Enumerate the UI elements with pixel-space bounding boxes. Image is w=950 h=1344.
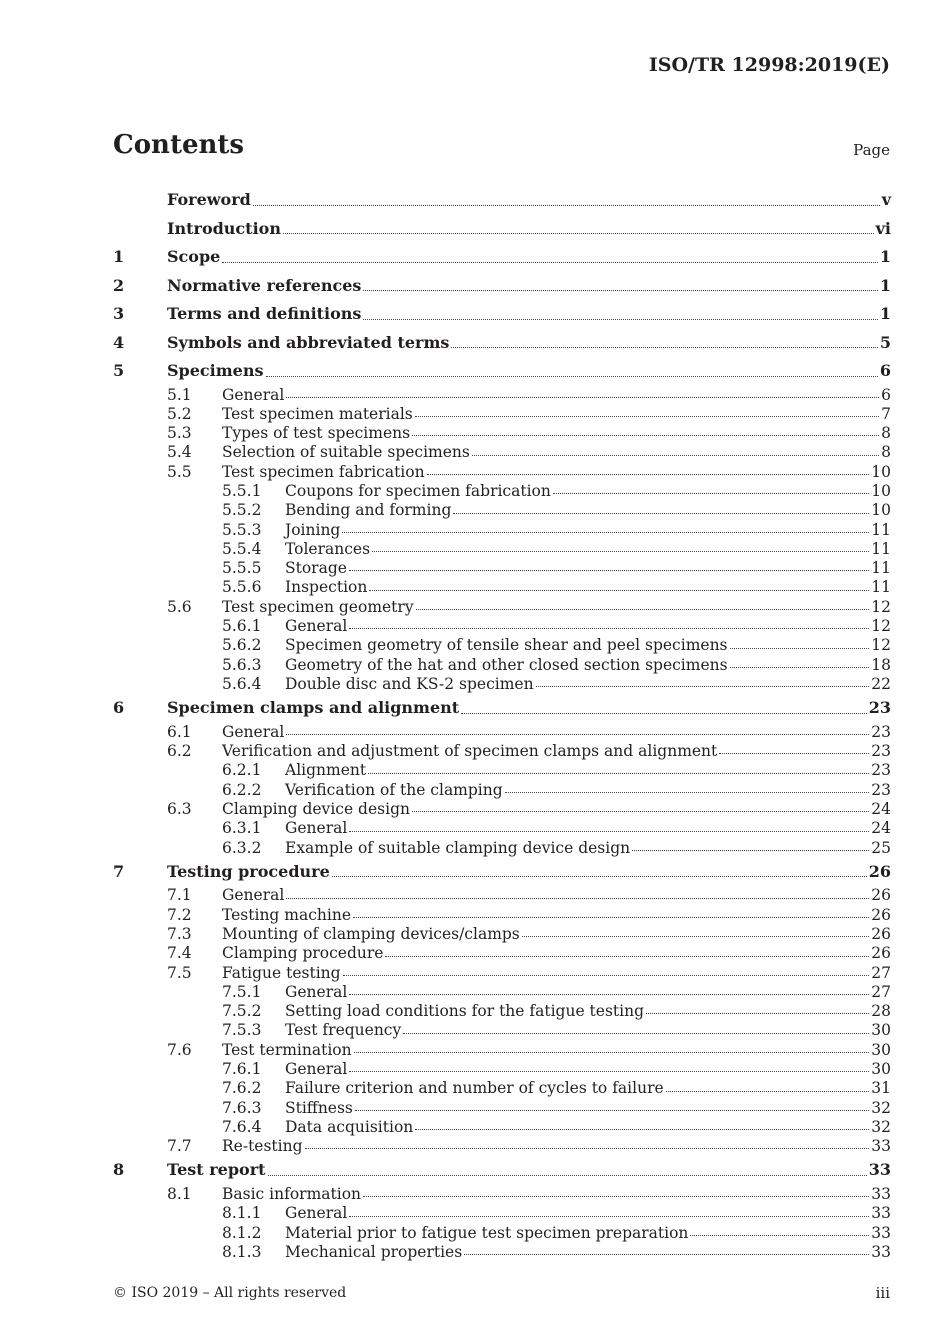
toc-entry-label: Specimen geometry of tensile shear and peel specimens bbox=[285, 636, 728, 655]
dot-leader bbox=[355, 1109, 869, 1111]
dot-leader bbox=[416, 608, 870, 610]
toc-entry[interactable] bbox=[113, 357, 891, 386]
dot-leader bbox=[403, 1032, 869, 1034]
toc-entry-label: Mechanical properties bbox=[285, 1242, 463, 1261]
toc-entry-number: 1 bbox=[113, 247, 125, 266]
toc-entry-page: 11 bbox=[871, 520, 891, 539]
toc-entry[interactable] bbox=[113, 386, 891, 405]
toc-entry-page: 7 bbox=[881, 404, 891, 423]
toc-entry[interactable] bbox=[113, 463, 891, 482]
toc-entry-number: 5.6.2 bbox=[222, 636, 262, 655]
toc-entry[interactable] bbox=[113, 761, 891, 780]
dot-leader bbox=[412, 810, 869, 812]
toc-entry[interactable] bbox=[113, 443, 891, 462]
toc-entry-page: 10 bbox=[871, 481, 891, 500]
toc-entry[interactable] bbox=[113, 215, 891, 244]
dot-leader bbox=[522, 935, 870, 937]
dot-leader bbox=[553, 492, 869, 494]
toc-entry-number: 7.5.2 bbox=[222, 1002, 262, 1021]
toc-entry[interactable] bbox=[113, 983, 891, 1002]
toc-entry[interactable] bbox=[113, 405, 891, 424]
dot-leader bbox=[266, 375, 878, 377]
toc-entry[interactable] bbox=[113, 1224, 891, 1243]
toc-entry-label: Stiffness bbox=[285, 1098, 353, 1117]
toc-entry-page: 12 bbox=[871, 597, 891, 616]
toc-entry-page: 1 bbox=[879, 247, 891, 266]
toc-entry-number: 6.2 bbox=[167, 742, 192, 761]
toc-entry[interactable] bbox=[113, 839, 891, 858]
toc-entry-label: Foreword bbox=[167, 190, 251, 209]
toc-entry[interactable] bbox=[113, 1060, 891, 1079]
toc-entry-page: 26 bbox=[871, 886, 891, 905]
dot-leader bbox=[349, 1070, 869, 1072]
toc-entry-number: 5.5.4 bbox=[222, 539, 262, 558]
toc-entry-number: 5 bbox=[113, 361, 125, 380]
toc-entry[interactable] bbox=[113, 1041, 891, 1060]
toc-entry-label: Geometry of the hat and other closed section specimens bbox=[285, 655, 728, 674]
page-column-label: Page bbox=[853, 141, 890, 159]
toc-entry-number: 7.5 bbox=[167, 963, 192, 982]
toc-entry-number: 8.1.1 bbox=[222, 1204, 262, 1223]
toc-entry-page: 24 bbox=[871, 819, 891, 838]
toc-entry-label: Test specimen fabrication bbox=[222, 462, 425, 481]
dot-leader bbox=[415, 1128, 869, 1130]
toc-entry-page: 33 bbox=[871, 1137, 891, 1156]
dot-leader bbox=[427, 473, 870, 475]
toc-entry[interactable] bbox=[113, 1118, 891, 1137]
toc-entry-number: 5.5.5 bbox=[222, 559, 262, 578]
toc-entry-label: General bbox=[222, 385, 285, 404]
toc-entry-label: Setting load conditions for the fatigue testing bbox=[285, 1002, 645, 1021]
dot-leader bbox=[472, 454, 879, 456]
toc-entry[interactable] bbox=[113, 559, 891, 578]
toc-entry-page: 27 bbox=[871, 963, 891, 982]
dot-leader bbox=[646, 1012, 869, 1014]
toc-entry-page: 31 bbox=[871, 1079, 891, 1098]
toc-entry-page: 23 bbox=[871, 780, 891, 799]
toc-entry-number: 7.6.1 bbox=[222, 1060, 262, 1078]
toc-entry-label: Alignment bbox=[285, 761, 367, 780]
toc-entry[interactable] bbox=[113, 1021, 891, 1040]
toc-entry-number: 4 bbox=[113, 332, 125, 352]
dot-leader bbox=[453, 512, 869, 514]
toc-entry-number: 8.1.3 bbox=[222, 1242, 262, 1261]
toc-entry[interactable] bbox=[113, 656, 891, 675]
toc-entry-label: Storage bbox=[285, 559, 347, 578]
toc-entry-number: 7.5.3 bbox=[222, 1021, 262, 1040]
toc-entry-label: Joining bbox=[285, 520, 341, 539]
toc-entry-number: 7.6.2 bbox=[222, 1079, 262, 1098]
dot-leader bbox=[415, 415, 879, 417]
dot-leader bbox=[730, 647, 870, 649]
toc-entry-page: v bbox=[881, 190, 891, 209]
toc-entry-page: 33 bbox=[871, 1184, 891, 1203]
toc-entry-label: Example of suitable clamping device design bbox=[285, 838, 631, 857]
toc-entry-page: vi bbox=[875, 218, 891, 238]
toc-entry-number: 5.6 bbox=[167, 597, 192, 616]
dot-leader bbox=[349, 993, 869, 995]
dot-leader bbox=[385, 955, 869, 957]
dot-leader bbox=[332, 875, 867, 877]
toc-entry-page: 30 bbox=[871, 1060, 891, 1078]
dot-leader bbox=[372, 550, 869, 552]
toc-entry-number: 7.6 bbox=[167, 1040, 192, 1059]
dot-leader bbox=[305, 1147, 870, 1149]
toc-entry-number: 5.1 bbox=[167, 385, 192, 404]
dot-leader bbox=[286, 396, 879, 398]
toc-entry[interactable] bbox=[113, 243, 891, 272]
toc-entry-label: Specimen clamps and alignment bbox=[167, 698, 460, 718]
toc-entry-label: General bbox=[285, 982, 348, 1001]
dot-leader bbox=[369, 589, 869, 591]
toc-entry-page: 18 bbox=[871, 655, 891, 674]
toc-entry-label: General bbox=[285, 819, 348, 838]
toc-entry[interactable] bbox=[113, 1099, 891, 1118]
toc-entry-number: 7.5.1 bbox=[222, 982, 262, 1001]
toc-entry-number: 7.6.3 bbox=[222, 1098, 262, 1117]
copyright-notice: © ISO 2019 – All rights reserved bbox=[113, 1285, 347, 1301]
toc-entry-label: Basic information bbox=[222, 1184, 362, 1203]
toc-entry-number: 6.2.2 bbox=[222, 780, 262, 799]
toc-entry-number: 6.1 bbox=[167, 722, 192, 741]
dot-leader bbox=[286, 733, 869, 735]
toc-entry[interactable] bbox=[113, 1079, 891, 1098]
dot-leader bbox=[268, 1174, 867, 1176]
toc-entry-page: 32 bbox=[871, 1117, 891, 1136]
dot-leader bbox=[451, 346, 877, 348]
toc-entry-number: 6.3.2 bbox=[222, 838, 262, 857]
dot-leader bbox=[632, 849, 869, 851]
toc-entry-page: 33 bbox=[871, 1223, 891, 1242]
dot-leader bbox=[461, 712, 867, 714]
toc-entry[interactable] bbox=[113, 964, 891, 983]
toc-entry-label: Inspection bbox=[285, 578, 368, 597]
toc-entry[interactable] bbox=[113, 925, 891, 944]
toc-entry-page: 26 bbox=[868, 861, 891, 881]
toc-entry-number: 5.5.3 bbox=[222, 520, 262, 539]
toc-entry[interactable] bbox=[113, 578, 891, 597]
toc-entry-label: Verification and adjustment of specimen clamps and alignment bbox=[222, 742, 718, 761]
toc-entry-label: General bbox=[222, 722, 285, 741]
toc-entry-number: 6.2.1 bbox=[222, 761, 262, 780]
toc-entry-number: 7 bbox=[113, 861, 125, 881]
dot-leader bbox=[363, 318, 877, 320]
dot-leader bbox=[730, 666, 870, 668]
toc-entry-label: Data acquisition bbox=[285, 1117, 414, 1136]
toc-entry[interactable] bbox=[113, 742, 891, 761]
toc-entry[interactable] bbox=[113, 329, 891, 358]
page-number: iii bbox=[875, 1284, 890, 1302]
toc-entry[interactable] bbox=[113, 675, 891, 694]
toc-entry-label: Clamping device design bbox=[222, 799, 410, 818]
dot-leader bbox=[349, 569, 869, 571]
toc-entry[interactable] bbox=[113, 424, 891, 443]
toc-entry-label: Verification of the clamping bbox=[285, 780, 503, 799]
toc-entry-number: 5.5.6 bbox=[222, 578, 262, 597]
toc-entry-page: 33 bbox=[871, 1242, 891, 1261]
toc-entry-page: 10 bbox=[871, 462, 891, 481]
toc-entry[interactable] bbox=[113, 617, 891, 636]
toc-entry-page: 22 bbox=[871, 674, 891, 693]
toc-entry-number: 6.3 bbox=[167, 799, 192, 818]
table-of-contents bbox=[113, 186, 891, 1262]
dot-leader bbox=[349, 830, 869, 832]
dot-leader bbox=[353, 916, 869, 918]
toc-entry[interactable] bbox=[113, 694, 891, 723]
toc-entry-page: 32 bbox=[871, 1098, 891, 1117]
toc-entry-label: Double disc and KS-2 specimen bbox=[285, 674, 534, 693]
toc-entry-number: 7.2 bbox=[167, 905, 192, 924]
toc-entry[interactable] bbox=[113, 501, 891, 520]
toc-entry-label: Failure criterion and number of cycles to failure bbox=[285, 1079, 664, 1098]
toc-entry-number: 5.6.4 bbox=[222, 674, 262, 693]
dot-leader bbox=[343, 974, 870, 976]
dot-leader bbox=[363, 289, 877, 291]
toc-entry-number: 8.1 bbox=[167, 1184, 192, 1203]
toc-entry-page: 30 bbox=[871, 1040, 891, 1059]
dot-leader bbox=[666, 1090, 870, 1092]
toc-entry-label: Re-testing bbox=[222, 1137, 303, 1156]
dot-leader bbox=[349, 1215, 869, 1217]
toc-entry-page: 6 bbox=[879, 361, 891, 380]
toc-entry[interactable] bbox=[113, 521, 891, 540]
toc-entry[interactable] bbox=[113, 186, 891, 215]
toc-entry-label: General bbox=[285, 1060, 348, 1078]
dot-leader bbox=[719, 752, 869, 754]
toc-entry-page: 25 bbox=[871, 838, 891, 857]
toc-entry[interactable] bbox=[113, 636, 891, 655]
toc-entry-number: 8.1.2 bbox=[222, 1223, 262, 1242]
dot-leader bbox=[222, 261, 878, 263]
dot-leader bbox=[505, 791, 870, 793]
toc-entry-label: General bbox=[285, 1204, 348, 1223]
toc-entry-page: 6 bbox=[881, 385, 891, 404]
toc-entry[interactable] bbox=[113, 272, 891, 301]
toc-entry-label: Testing machine bbox=[222, 905, 351, 924]
toc-entry-page: 27 bbox=[871, 982, 891, 1001]
toc-entry-page: 11 bbox=[871, 539, 891, 558]
dot-leader bbox=[536, 685, 870, 687]
toc-entry-number: 5.6.1 bbox=[222, 617, 262, 636]
toc-entry[interactable] bbox=[113, 1137, 891, 1156]
toc-entry-number: 7.3 bbox=[167, 924, 192, 943]
document-id: ISO/TR 12998:2019(E) bbox=[648, 54, 890, 76]
toc-entry-page: 8 bbox=[881, 443, 891, 462]
toc-entry-label: Bending and forming bbox=[285, 501, 452, 520]
toc-entry-label: Test specimen geometry bbox=[222, 597, 414, 616]
dot-leader bbox=[464, 1253, 869, 1255]
toc-entry[interactable] bbox=[113, 1156, 891, 1185]
toc-entry-label: Test frequency bbox=[285, 1021, 402, 1040]
toc-entry-page: 26 bbox=[871, 944, 891, 963]
toc-entry[interactable] bbox=[113, 540, 891, 559]
dot-leader bbox=[286, 897, 869, 899]
toc-entry[interactable] bbox=[113, 1185, 891, 1204]
toc-entry[interactable] bbox=[113, 598, 891, 617]
dot-leader bbox=[690, 1234, 869, 1236]
toc-entry[interactable] bbox=[113, 819, 891, 838]
toc-entry-label: Normative references bbox=[167, 275, 362, 295]
toc-entry-number: 8 bbox=[113, 1160, 125, 1180]
toc-entry-label: Tolerances bbox=[285, 539, 371, 558]
dot-leader bbox=[354, 1051, 870, 1053]
toc-entry-page: 23 bbox=[868, 698, 891, 718]
toc-entry-page: 24 bbox=[871, 799, 891, 818]
toc-entry-page: 30 bbox=[871, 1021, 891, 1040]
toc-entry-number: 2 bbox=[113, 275, 125, 295]
toc-entry-label: Material prior to fatigue test specimen preparation bbox=[285, 1223, 689, 1242]
toc-entry-number: 5.6.3 bbox=[222, 655, 262, 674]
toc-entry-page: 23 bbox=[871, 742, 891, 761]
toc-entry-page: 12 bbox=[871, 636, 891, 655]
toc-entry-label: Fatigue testing bbox=[222, 963, 341, 982]
toc-entry[interactable] bbox=[113, 482, 891, 501]
toc-entry-label: Test termination bbox=[222, 1040, 352, 1059]
toc-entry-label: Introduction bbox=[167, 218, 281, 238]
toc-entry-number: 5.5 bbox=[167, 462, 192, 481]
toc-entry-page: 33 bbox=[868, 1160, 891, 1180]
toc-entry-page: 23 bbox=[871, 761, 891, 780]
toc-entry-number: 7.1 bbox=[167, 886, 192, 905]
toc-entry-label: Scope bbox=[167, 247, 221, 266]
toc-entry-number: 5.4 bbox=[167, 443, 192, 462]
toc-entry-label: General bbox=[222, 886, 285, 905]
toc-entry-page: 1 bbox=[879, 304, 891, 323]
toc-entry-page: 11 bbox=[871, 578, 891, 597]
toc-entry-number: 5.5.1 bbox=[222, 481, 262, 500]
toc-entry-number: 7.4 bbox=[167, 944, 192, 963]
toc-entry-number: 7.6.4 bbox=[222, 1117, 262, 1136]
toc-entry-label: General bbox=[285, 617, 348, 636]
toc-entry-number: 7.7 bbox=[167, 1137, 192, 1156]
toc-entry-label: Test report bbox=[167, 1160, 266, 1180]
toc-entry[interactable] bbox=[113, 886, 891, 905]
toc-entry-label: Terms and definitions bbox=[167, 304, 362, 323]
toc-entry-number: 5.2 bbox=[167, 404, 192, 423]
dot-leader bbox=[283, 232, 874, 234]
dot-leader bbox=[412, 434, 879, 436]
toc-entry-label: Test specimen materials bbox=[222, 404, 413, 423]
toc-entry[interactable] bbox=[113, 944, 891, 963]
toc-entry-label: Coupons for specimen fabrication bbox=[285, 481, 551, 500]
toc-entry-label: Specimens bbox=[167, 361, 264, 380]
toc-entry-page: 26 bbox=[871, 924, 891, 943]
toc-entry-page: 11 bbox=[871, 559, 891, 578]
toc-entry-label: Types of test specimens bbox=[222, 424, 411, 443]
toc-entry[interactable] bbox=[113, 723, 891, 742]
toc-entry[interactable] bbox=[113, 906, 891, 925]
dot-leader bbox=[363, 1195, 869, 1197]
toc-entry-page: 5 bbox=[879, 332, 891, 352]
toc-entry-number: 5.5.2 bbox=[222, 501, 262, 520]
dot-leader bbox=[368, 772, 869, 774]
toc-entry-label: Selection of suitable specimens bbox=[222, 443, 470, 462]
toc-entry[interactable] bbox=[113, 858, 891, 887]
toc-entry-page: 26 bbox=[871, 905, 891, 924]
toc-entry-label: Clamping procedure bbox=[222, 944, 384, 963]
toc-entry[interactable] bbox=[113, 1204, 891, 1223]
toc-entry-number: 6.3.1 bbox=[222, 819, 262, 838]
toc-entry-label: Mounting of clamping devices/clamps bbox=[222, 924, 520, 943]
dot-leader bbox=[349, 627, 869, 629]
toc-entry-number: 5.3 bbox=[167, 424, 192, 443]
toc-entry[interactable] bbox=[113, 1002, 891, 1021]
toc-entry-page: 1 bbox=[879, 275, 891, 295]
toc-entry[interactable] bbox=[113, 781, 891, 800]
toc-entry-page: 10 bbox=[871, 501, 891, 520]
toc-entry-number: 6 bbox=[113, 698, 125, 718]
toc-entry-page: 12 bbox=[871, 617, 891, 636]
dot-leader bbox=[253, 204, 880, 206]
toc-entry-page: 8 bbox=[881, 424, 891, 443]
toc-entry-label: Testing procedure bbox=[167, 861, 330, 881]
toc-entry-number: 3 bbox=[113, 304, 125, 323]
toc-entry-page: 28 bbox=[871, 1002, 891, 1021]
toc-entry-page: 33 bbox=[871, 1204, 891, 1223]
toc-entry[interactable] bbox=[113, 300, 891, 329]
toc-entry[interactable] bbox=[113, 800, 891, 819]
dot-leader bbox=[342, 531, 869, 533]
toc-entry[interactable] bbox=[113, 1243, 891, 1262]
toc-entry-page: 23 bbox=[871, 722, 891, 741]
page-title: Contents bbox=[113, 130, 245, 160]
toc-entry-label: Symbols and abbreviated terms bbox=[167, 332, 450, 352]
